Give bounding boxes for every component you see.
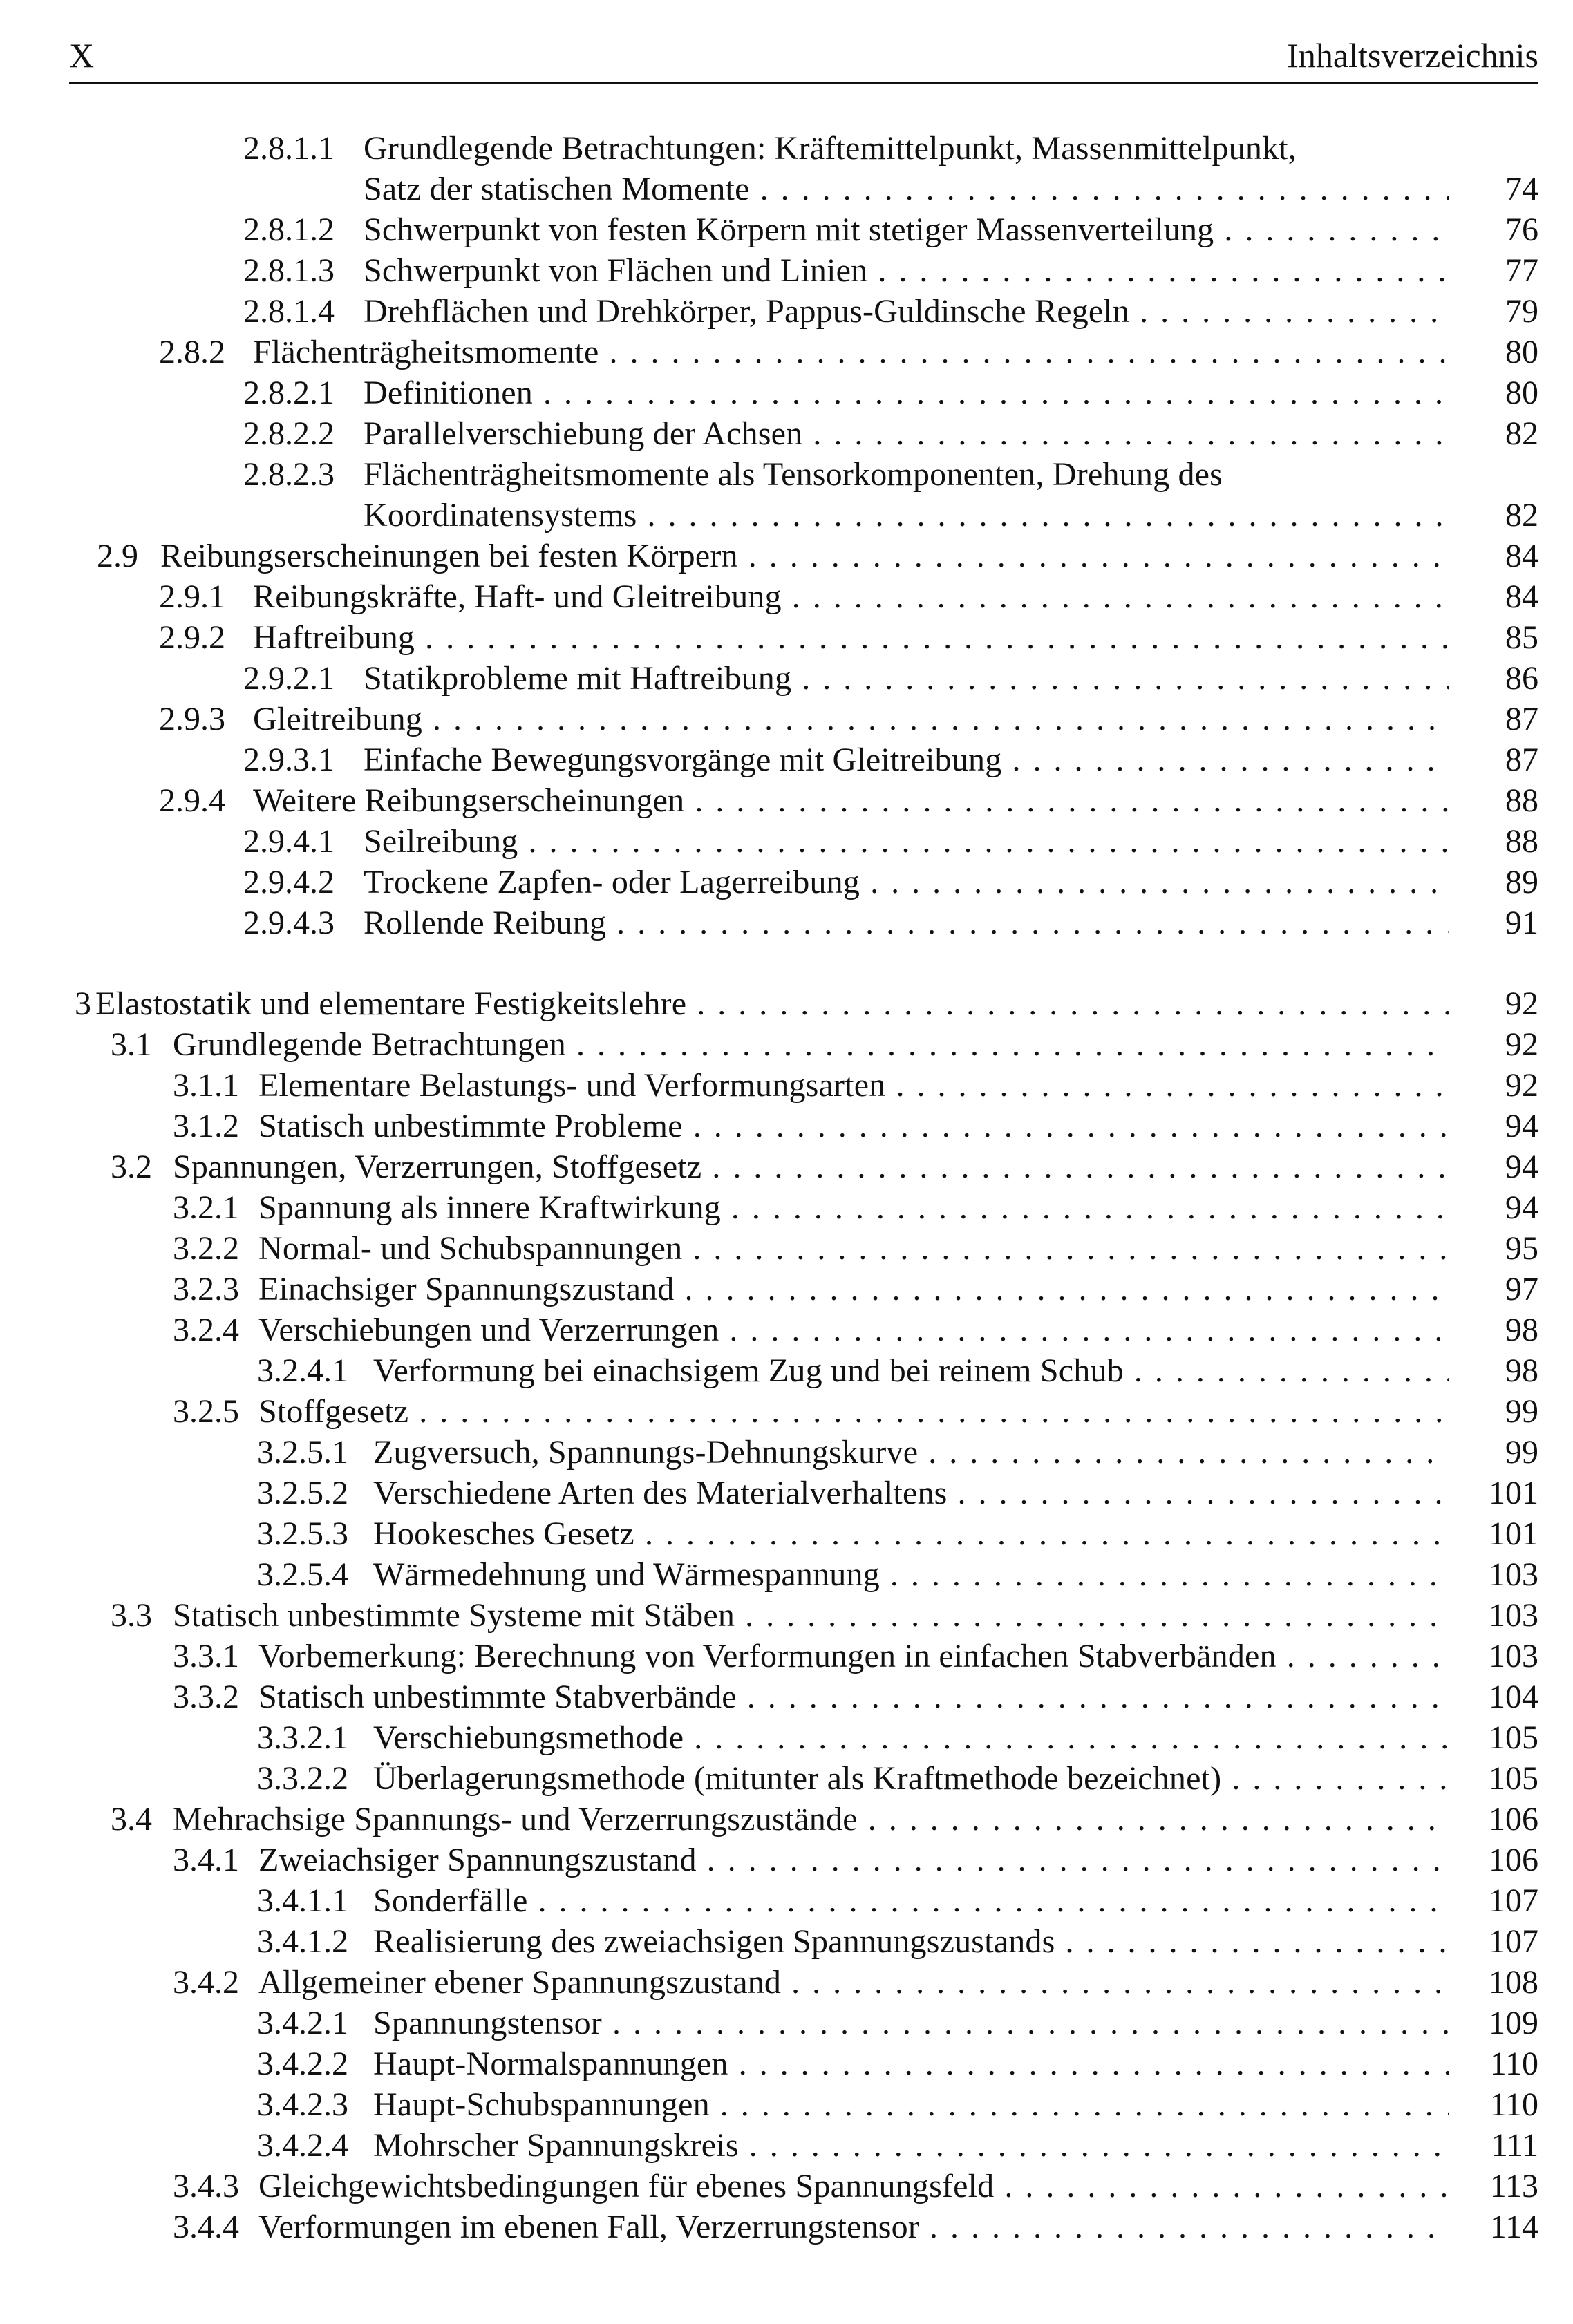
- toc-entry-page: 103: [1489, 1597, 1538, 1634]
- toc-entry[interactable]: [0, 1881, 1573, 1921]
- toc-entry-page: 107: [1489, 1882, 1538, 1919]
- toc-entry-number: 3.2.5: [173, 1393, 239, 1430]
- toc-entry[interactable]: [0, 699, 1573, 739]
- toc-entry-page: 98: [1505, 1352, 1538, 1389]
- toc-entry-page: 111: [1491, 2127, 1538, 2164]
- toc-entry-title: Einachsiger Spannungszustand . . .: [258, 1269, 1449, 1310]
- toc-entry[interactable]: [0, 2207, 1573, 2247]
- toc-entry-page: 103: [1489, 1638, 1538, 1674]
- toc-entry[interactable]: [0, 1433, 1573, 1473]
- toc-entry-number: 3.2.4: [173, 1312, 239, 1348]
- toc-entry-number: 2.8.1.3: [243, 252, 335, 289]
- toc-entry-number: 2.9.4: [159, 782, 225, 819]
- toc-entry-page: 104: [1489, 1679, 1538, 1715]
- toc-entry-number: 3.2.5.1: [257, 1434, 348, 1471]
- toc-entry-title: Zugversuch, Spannungs-Dehnungskurve . . .: [373, 1433, 1449, 1473]
- toc-entry-page: 97: [1505, 1271, 1538, 1307]
- toc-entry[interactable]: [0, 1351, 1573, 1391]
- toc-entry-page: 106: [1489, 1842, 1538, 1878]
- toc-entry[interactable]: [0, 1229, 1573, 1269]
- toc-entry-title: Reibungserscheinungen bei festen Körpern . . .: [160, 536, 1449, 576]
- toc-entry-title: Realisierung des zweiachsigen Spannungszustands . . .: [373, 1922, 1449, 1962]
- toc-entry-number: 2.9.4.2: [243, 864, 335, 900]
- toc-entry-page: 113: [1489, 2168, 1538, 2204]
- toc-entry[interactable]: [0, 1963, 1573, 2003]
- toc-entry-title: Normal- und Schubspannungen . . .: [258, 1229, 1449, 1269]
- toc-entry-number: 2.9.4.1: [243, 823, 335, 860]
- toc-entry[interactable]: [0, 1677, 1573, 1717]
- toc-entry-page: 89: [1505, 864, 1538, 900]
- toc-entry-number: 3.2.4.1: [257, 1352, 348, 1389]
- toc-entry[interactable]: [0, 251, 1573, 291]
- toc-entry-page: 87: [1505, 741, 1538, 778]
- toc-entry-number: 3.4.2: [173, 1964, 239, 2001]
- toc-entry-page: 108: [1489, 1964, 1538, 2001]
- toc-entry-page: 105: [1489, 1760, 1538, 1797]
- toc-entry-number: 2.8.2.1: [243, 375, 335, 411]
- toc-entry-title: Satz der statischen Momente . . .: [364, 169, 1449, 209]
- toc-entry-number: 3.2.5.2: [257, 1475, 348, 1511]
- toc-entry-title: Verschiedene Arten des Materialverhaltens . . .: [373, 1473, 1449, 1513]
- toc-entry-page: 92: [1505, 1026, 1538, 1063]
- toc-entry-page: 94: [1505, 1108, 1538, 1144]
- toc-entry-title: Mehrachsige Spannungs- und Verzerrungszustände . . .: [173, 1799, 1449, 1840]
- toc-entry-number: 2.8.2.3: [243, 456, 335, 493]
- toc-entry-number: 2.9.2.1: [243, 660, 335, 697]
- toc-entry-number: 2.9.3.1: [243, 741, 335, 778]
- toc-entry-number: 3.1.2: [173, 1108, 239, 1144]
- toc-entry-title: Rollende Reibung . . .: [364, 903, 1449, 943]
- toc-entry-title: Statisch unbestimmte Probleme . . .: [258, 1106, 1449, 1146]
- toc-entry-number: 2.8.1.2: [243, 211, 335, 248]
- toc-entry-title: Haupt-Schubspannungen . . .: [373, 2085, 1449, 2125]
- toc-entry-number: 2.9.1: [159, 578, 225, 615]
- toc-entry-number: 3.2.1: [173, 1189, 239, 1226]
- toc-entry-page: 94: [1505, 1189, 1538, 1226]
- toc-entry[interactable]: [0, 495, 1573, 536]
- toc-entry[interactable]: [0, 1718, 1573, 1758]
- toc-entry-page: 109: [1489, 2005, 1538, 2041]
- toc-entry-title: Stoffgesetz . . .: [258, 1392, 1449, 1432]
- toc-entry-number: 3.2.5.3: [257, 1515, 348, 1552]
- toc-entry-title: Schwerpunkt von Flächen und Linien . . .: [364, 251, 1449, 291]
- toc-entry-title: Spannung als innere Kraftwirkung . . .: [258, 1188, 1449, 1228]
- toc-entry-page: 76: [1505, 211, 1538, 248]
- toc-entry-title: Verformungen im ebenen Fall, Verzerrungstensor . . .: [258, 2207, 1449, 2247]
- toc-entry-title: Grundlegende Betrachtungen: Kräftemittelpunkt, Massenmittelpunkt,: [364, 130, 1297, 167]
- toc-entry-page: 84: [1505, 538, 1538, 574]
- toc-entry[interactable]: [0, 2126, 1573, 2166]
- toc-entry[interactable]: [0, 2085, 1573, 2125]
- toc-entry-title: Vorbemerkung: Berechnung von Verformungen in einfachen Stabverbänden . . .: [258, 1636, 1449, 1676]
- running-header: [69, 32, 1538, 84]
- toc-entry-page: 107: [1489, 1923, 1538, 1960]
- toc-entry-page: 91: [1505, 905, 1538, 941]
- toc-entry-title: Schwerpunkt von festen Körpern mit stetiger Massenverteilung . . .: [364, 210, 1449, 250]
- toc-entry-title: Koordinatensystems . . .: [364, 495, 1449, 536]
- toc-entry[interactable]: [0, 1392, 1573, 1432]
- toc-entry-page: 114: [1489, 2209, 1538, 2245]
- toc-entry-number: 2.9.3: [159, 701, 225, 737]
- toc-entry-number: 2.9.2: [159, 619, 225, 656]
- toc-entry-title: Weitere Reibungserscheinungen . . .: [253, 781, 1449, 821]
- toc-entry-page: 86: [1505, 660, 1538, 697]
- toc-entry[interactable]: [0, 1147, 1573, 1187]
- toc-entry[interactable]: [0, 1514, 1573, 1554]
- toc-entry-title: Sonderfälle . . .: [373, 1881, 1449, 1921]
- toc-entry-title: Flächenträgheitsmomente . . .: [253, 332, 1449, 372]
- toc-entry-title: Definitionen . . .: [364, 373, 1449, 413]
- toc-entry-number: 3.4: [111, 1801, 152, 1838]
- toc-entry-title: Elastostatik und elementare Festigkeitslehre . . .: [95, 984, 1449, 1024]
- toc-entry-page: 101: [1489, 1475, 1538, 1511]
- toc-entry-number: 3.1.1: [173, 1067, 239, 1104]
- toc-entry-number: 3.4.2.4: [257, 2127, 348, 2164]
- toc-entry-title: Statisch unbestimmte Systeme mit Stäben . . .: [173, 1596, 1449, 1636]
- toc-entry-title: Haupt-Normalspannungen . . .: [373, 2044, 1449, 2084]
- toc-entry[interactable]: [0, 1636, 1573, 1676]
- toc-entry-number: 3.4.1: [173, 1842, 239, 1878]
- running-title: Inhaltsverzeichnis: [1287, 36, 1538, 75]
- toc-entry-page: 74: [1505, 171, 1538, 207]
- toc-entry-number: 3.4.3: [173, 2168, 239, 2204]
- toc-entry-title: Haftreibung . . .: [253, 618, 1449, 658]
- toc-entry[interactable]: [0, 169, 1573, 209]
- toc-entry-title: Wärmedehnung und Wärmespannung . . .: [373, 1555, 1449, 1595]
- toc-entry[interactable]: [0, 740, 1573, 780]
- toc-entry[interactable]: [0, 1269, 1573, 1310]
- toc-entry[interactable]: [0, 332, 1573, 372]
- toc-entry-number: 3.4.2.1: [257, 2005, 348, 2041]
- toc-entry-number: 3.3.2: [173, 1679, 239, 1715]
- toc-entry[interactable]: [0, 903, 1573, 943]
- toc-entry-number: 2.9.4.3: [243, 905, 335, 941]
- toc-entry-number: 3.2.2: [173, 1230, 239, 1267]
- toc-entry-page: 101: [1489, 1515, 1538, 1552]
- toc-entry-page: 79: [1505, 293, 1538, 330]
- toc-entry[interactable]: [0, 455, 1573, 495]
- toc-entry[interactable]: [0, 1840, 1573, 1880]
- toc-entry-title: Trockene Zapfen- oder Lagerreibung . . .: [364, 862, 1449, 903]
- toc-entry-page: 85: [1505, 619, 1538, 656]
- toc-entry-title: Allgemeiner ebener Spannungszustand . . .: [258, 1963, 1449, 2003]
- toc-entry[interactable]: [0, 618, 1573, 658]
- toc-entry-number: 3.1: [111, 1026, 152, 1063]
- toc-entry[interactable]: [0, 210, 1573, 250]
- toc-entry-number: 2.8.2: [159, 334, 225, 370]
- toc-entry[interactable]: [0, 1596, 1573, 1636]
- toc-entry[interactable]: [0, 1922, 1573, 1962]
- toc-entry[interactable]: [0, 1759, 1573, 1799]
- toc-entry-page: 99: [1505, 1393, 1538, 1430]
- toc-entry-title: Spannungen, Verzerrungen, Stoffgesetz . . .: [173, 1147, 1449, 1187]
- toc-entry-number: 3.4.1.2: [257, 1923, 348, 1960]
- toc-entry-page: 82: [1505, 415, 1538, 452]
- toc-entry[interactable]: [0, 2166, 1573, 2207]
- toc-entry[interactable]: [0, 1066, 1573, 1106]
- toc-entry[interactable]: [0, 822, 1573, 862]
- toc-entry-page: 82: [1505, 497, 1538, 533]
- toc-entry-title: Einfache Bewegungsvorgänge mit Gleitreibung . . .: [364, 740, 1449, 780]
- toc-entry-title: Reibungskräfte, Haft- und Gleitreibung . . .: [253, 577, 1449, 617]
- toc-entry-number: 3.2.3: [173, 1271, 239, 1307]
- toc-entry-page: 92: [1505, 1067, 1538, 1104]
- toc-entry[interactable]: [0, 1799, 1573, 1840]
- toc-entry[interactable]: [0, 1310, 1573, 1350]
- toc-entry-title: Elementare Belastungs- und Verformungsarten . . .: [258, 1066, 1449, 1106]
- toc-entry-page: 92: [1505, 985, 1538, 1022]
- toc-entry[interactable]: [0, 659, 1573, 699]
- toc-entry-number: 3.3.2.2: [257, 1760, 348, 1797]
- toc-entry-title: Hookesches Gesetz . . .: [373, 1514, 1449, 1554]
- toc-entry-number: 3.4.2.3: [257, 2086, 348, 2123]
- toc-entry-title: Parallelverschiebung der Achsen . . .: [364, 414, 1449, 454]
- toc-entry-title: Drehflächen und Drehkörper, Pappus-Guldinsche Regeln . . .: [364, 292, 1449, 332]
- toc-entry-page: 88: [1505, 823, 1538, 860]
- toc-entry-page: 88: [1505, 782, 1538, 819]
- toc-entry-title: Statisch unbestimmte Stabverbände . . .: [258, 1677, 1449, 1717]
- toc-entry-number: 3.3.2.1: [257, 1719, 348, 1756]
- toc-entry-number: 2.8.1.4: [243, 293, 335, 330]
- toc-entry-number: 3: [75, 985, 91, 1022]
- toc-entry-title: Flächenträgheitsmomente als Tensorkomponenten, Drehung des: [364, 456, 1223, 493]
- toc-entry-title: Mohrscher Spannungskreis . . .: [373, 2126, 1449, 2166]
- toc-entry-page: 106: [1489, 1801, 1538, 1838]
- toc-entry[interactable]: [0, 2044, 1573, 2084]
- toc-entry-number: 2.8.2.2: [243, 415, 335, 452]
- toc-entry-title: Überlagerungsmethode (mitunter als Kraftmethode bezeichnet) . . .: [373, 1759, 1449, 1799]
- toc-entry-title: Zweiachsiger Spannungszustand . . .: [258, 1840, 1449, 1880]
- toc-entry-title: Seilreibung . . .: [364, 822, 1449, 862]
- toc-entry-number: 3.4.2.2: [257, 2046, 348, 2082]
- toc-entry-number: 3.3: [111, 1597, 152, 1634]
- toc-entry-page: 84: [1505, 578, 1538, 615]
- toc-entry[interactable]: [0, 129, 1573, 169]
- toc-entry-page: 98: [1505, 1312, 1538, 1348]
- toc-entry[interactable]: [0, 292, 1573, 332]
- toc-entry-number: 3.4.1.1: [257, 1882, 348, 1919]
- toc-entry-title: Gleitreibung . . .: [253, 699, 1449, 739]
- toc-entry-number: 3.4.4: [173, 2209, 239, 2245]
- toc-entry-page: 103: [1489, 1556, 1538, 1593]
- toc-entry-page: 110: [1489, 2086, 1538, 2123]
- page-number-roman: X: [69, 36, 95, 75]
- toc-entry-page: 95: [1505, 1230, 1538, 1267]
- toc-entry-title: Verschiebungsmethode . . .: [373, 1718, 1449, 1758]
- toc-entry-number: 2.9: [97, 538, 138, 574]
- toc-entry-page: 110: [1489, 2046, 1538, 2082]
- toc-entry[interactable]: [0, 862, 1573, 903]
- toc-entry[interactable]: [0, 1188, 1573, 1228]
- toc-entry-page: 87: [1505, 701, 1538, 737]
- toc-entry[interactable]: [0, 414, 1573, 454]
- toc-entry-title: Verschiebungen und Verzerrungen . . .: [258, 1310, 1449, 1350]
- toc-entry-title: Verformung bei einachsigem Zug und bei reinem Schub . . .: [373, 1351, 1449, 1391]
- toc-entry[interactable]: [0, 781, 1573, 821]
- toc-entry-title: Statikprobleme mit Haftreibung . . .: [364, 659, 1449, 699]
- toc-entry[interactable]: [0, 373, 1573, 413]
- toc-entry-title: Spannungstensor . . .: [373, 2003, 1449, 2043]
- toc-entry-page: 77: [1505, 252, 1538, 289]
- toc-entry-number: 3.2: [111, 1149, 152, 1185]
- toc-entry-title: Grundlegende Betrachtungen . . .: [173, 1025, 1449, 1065]
- toc-entry-number: 3.3.1: [173, 1638, 239, 1674]
- toc-entry[interactable]: [0, 984, 1573, 1024]
- toc-entry-title: Gleichgewichtsbedingungen für ebenes Spannungsfeld . . .: [258, 2166, 1449, 2207]
- toc-entry-page: 99: [1505, 1434, 1538, 1471]
- toc-entry[interactable]: [0, 2003, 1573, 2043]
- toc-entry-number: 3.2.5.4: [257, 1556, 348, 1593]
- toc-entry-page: 80: [1505, 375, 1538, 411]
- toc-entry[interactable]: [0, 1106, 1573, 1146]
- toc-entry[interactable]: [0, 1025, 1573, 1065]
- toc-entry[interactable]: [0, 536, 1573, 576]
- toc-entry-page: 94: [1505, 1149, 1538, 1185]
- toc-entry-page: 80: [1505, 334, 1538, 370]
- toc-entry[interactable]: [0, 1473, 1573, 1513]
- toc-entry[interactable]: [0, 577, 1573, 617]
- toc-entry-number: 2.8.1.1: [243, 130, 335, 167]
- toc-entry-page: 105: [1489, 1719, 1538, 1756]
- toc-entry[interactable]: [0, 1555, 1573, 1595]
